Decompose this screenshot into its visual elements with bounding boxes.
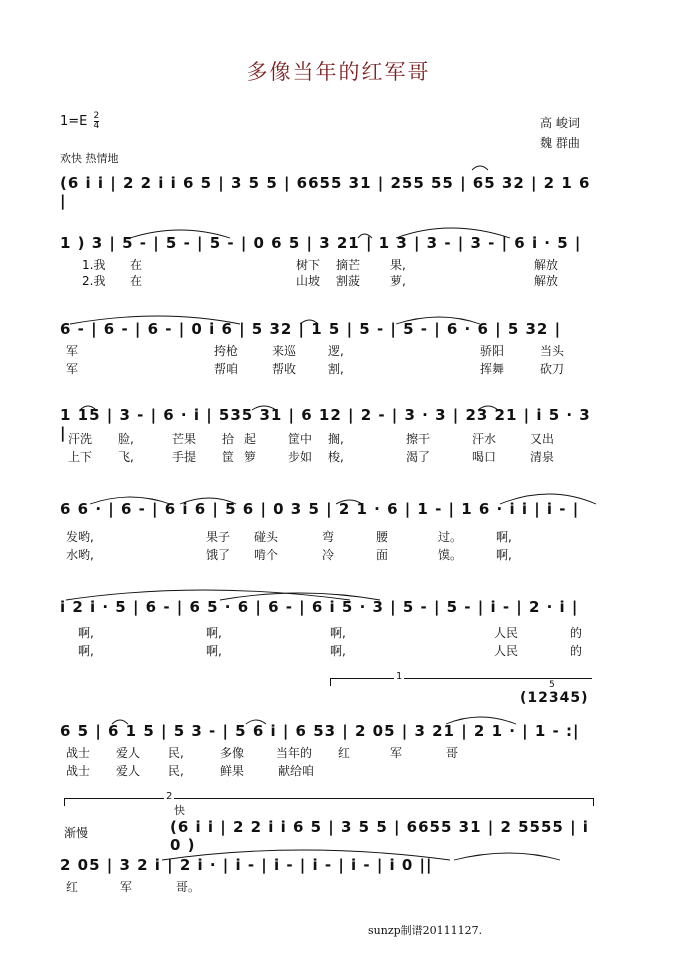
- lyric-syllable: 碰头: [254, 530, 279, 544]
- lyric-syllable: 战士: [66, 746, 91, 760]
- lyric-syllable: 腰: [376, 530, 389, 544]
- lyric-syllable: 骄阳: [480, 344, 505, 358]
- lyric-syllable: 的: [570, 644, 583, 658]
- lyric-syllable: 当头: [540, 344, 565, 358]
- lyric-syllable: 当年的: [276, 746, 313, 760]
- lyric-syllable: 树下: [296, 258, 321, 272]
- key-signature: [60, 112, 99, 131]
- lyric-syllable: 军: [66, 344, 79, 358]
- lyric-syllable: 在: [130, 258, 143, 272]
- slur: [472, 166, 488, 170]
- lyric-syllable: 啊,: [206, 644, 222, 658]
- lyric-syllable: 汗水: [472, 432, 497, 446]
- lyric-syllable: 步如: [288, 450, 313, 464]
- lyric-syllable: 人民: [494, 644, 519, 658]
- lyric-syllable: 的: [570, 626, 583, 640]
- lyric-syllable: 脸,: [118, 432, 134, 446]
- notation-row-9: [60, 854, 600, 884]
- lyric-syllable: 啊,: [206, 626, 222, 640]
- lyric-syllable: 馍。: [438, 548, 463, 562]
- lyric-syllable: 2.我: [82, 274, 106, 288]
- lyric-syllable: 山坡: [296, 274, 321, 288]
- lyric-syllable: 啊,: [78, 644, 94, 658]
- lyric-syllable: 面: [376, 548, 389, 562]
- lyric-syllable: 在: [130, 274, 143, 288]
- lyric-syllable: 手提: [172, 450, 197, 464]
- lyric-syllable: 红: [66, 880, 79, 894]
- lyric-syllable: 筐中: [288, 432, 313, 446]
- volta-1-bracket: [330, 678, 592, 679]
- lyric-syllable: 鲜果: [220, 764, 245, 778]
- lyric-syllable: 渴了: [406, 450, 431, 464]
- lyric-syllable: 萝,: [390, 274, 406, 288]
- notation-row-6: [60, 596, 600, 626]
- tempo-kuai: 快: [174, 804, 185, 817]
- notes-line: 1 ) 3 | 5 - | 5 - | 5 - | 0 6 5 | 3 21 | 1 3 | 3 - | 3 - | 6 i · 5 |: [60, 234, 582, 252]
- lyric-syllable: 啊,: [496, 530, 512, 544]
- notation-row-5: [60, 498, 600, 528]
- volta-1-tick: [330, 678, 331, 686]
- lyric-syllable: 战士: [66, 764, 91, 778]
- lyric-syllable: 人民: [494, 626, 519, 640]
- lyric-syllable: 啊,: [78, 626, 94, 640]
- lyric-syllable: 又出: [530, 432, 555, 446]
- lyricist-credit: 高 峻词: [540, 116, 580, 130]
- lyric-syllable: 哥: [446, 746, 459, 760]
- volta-1-number: 1: [396, 671, 403, 682]
- lyric-syllable: 啊,: [496, 548, 512, 562]
- notation-row-8: [170, 816, 594, 854]
- lyric-syllable: 汗洗: [68, 432, 93, 446]
- lyric-syllable: 搁,: [328, 432, 344, 446]
- lyric-syllable: 发哟,: [66, 530, 94, 544]
- lyric-syllable: 冷: [322, 548, 335, 562]
- lyric-syllable: 芒果: [172, 432, 197, 446]
- page-title: 多像当年的红军哥: [246, 60, 431, 84]
- composer-credit: 魏 群曲: [540, 136, 580, 150]
- lyric-syllable: 来巡: [272, 344, 297, 358]
- lyric-syllable: 起: [244, 432, 257, 446]
- coda-bracket: (12345): [520, 690, 589, 706]
- tempo-marking: 欢快 热情地: [60, 152, 119, 165]
- lyric-syllable: 红: [338, 746, 351, 760]
- lyric-syllable: 军: [66, 362, 79, 376]
- lyric-syllable: 解放: [534, 274, 559, 288]
- lyric-syllable: 啃个: [254, 548, 279, 562]
- lyric-syllable: 1.我: [82, 258, 106, 272]
- notation-row-7: [60, 720, 600, 750]
- notes-line: 6 6 · | 6 - | 6 i 6 | 5 6 | 0 3 5 | 2 1 · 6 | 1 - | 1 6 · i i | i - |: [60, 500, 580, 518]
- lyric-syllable: 果,: [390, 258, 406, 272]
- lyric-syllable: 啊,: [330, 644, 346, 658]
- lyric-syllable: 水哟,: [66, 548, 94, 562]
- lyric-syllable: 筐: [222, 450, 235, 464]
- lyric-syllable: 民,: [168, 764, 184, 778]
- volta-2-tick-end: [593, 798, 594, 806]
- lyric-syllable: 饿了: [206, 548, 231, 562]
- lyric-syllable: 军: [120, 880, 133, 894]
- notes-line: (6 i i | 2 2 i i 6 5 | 3 5 5 | 6655 31 | 2 5555 | i 0 ): [170, 818, 589, 854]
- notation-row-1: [60, 172, 600, 210]
- lyric-syllable: 飞,: [118, 450, 134, 464]
- volta-2-tick: [64, 798, 65, 806]
- lyric-syllable: 民,: [168, 746, 184, 760]
- time-numerator: 2: [93, 111, 100, 121]
- notes-line: (6 i i | 2 2 i i 6 5 | 3 5 5 | 6655 31 | 255 55 | 65 32 | 2 1 6 |: [60, 174, 591, 210]
- lyric-syllable: 过。: [438, 530, 463, 544]
- notes-line: 6 5 | 6 1 5 | 5 3 - | 5 6 i | 6 53 | 2 05 | 3 21 | 2 1 · | 1 - :|: [60, 722, 580, 740]
- lyric-syllable: 果子: [206, 530, 231, 544]
- lyric-syllable: 解放: [534, 258, 559, 272]
- notes-line: 1 15 | 3 - | 6 · i | 535 31 | 6 12 | 2 - | 3 · 3 | 23 21 | i 5 · 3 |: [60, 406, 591, 442]
- lyric-syllable: 上下: [68, 450, 93, 464]
- lyric-syllable: 摘芒: [336, 258, 361, 272]
- volta-2-bracket: [64, 798, 594, 799]
- lyric-syllable: 箩: [244, 450, 257, 464]
- lyric-syllable: 割,: [328, 362, 344, 376]
- lyric-syllable: 梭,: [328, 450, 344, 464]
- lyric-syllable: 爱人: [116, 746, 141, 760]
- lyric-syllable: 拾: [222, 432, 235, 446]
- tempo-jianman: 渐慢: [64, 826, 89, 840]
- time-denominator: 4: [93, 121, 100, 131]
- lyric-syllable: 献给咱: [278, 764, 315, 778]
- lyric-syllable: 爱人: [116, 764, 141, 778]
- notes-line: 6 - | 6 - | 6 - | 0 i 6 | 5 32 | 1 5 | 5 - | 5 - | 6 · 6 | 5 32 |: [60, 320, 562, 338]
- lyric-syllable: 多像: [220, 746, 245, 760]
- notes-line: 2 05 | 3 2 i | 2 i · | i - | i - | i - | i - | i 0 ||: [60, 856, 433, 874]
- lyric-syllable: 弯: [322, 530, 335, 544]
- lyric-syllable: 擦干: [406, 432, 431, 446]
- lyric-syllable: 哥。: [176, 880, 201, 894]
- lyric-syllable: 逻,: [328, 344, 344, 358]
- footer-credit: sunzp制谱20111127.: [368, 924, 483, 937]
- lyric-syllable: 挥舞: [480, 362, 505, 376]
- lyric-syllable: 帮咱: [214, 362, 239, 376]
- lyric-syllable: 挎枪: [214, 344, 239, 358]
- lyric-syllable: 军: [390, 746, 403, 760]
- coda-tuplet-number: 5: [549, 680, 555, 690]
- lyric-syllable: 砍刀: [540, 362, 565, 376]
- lyric-syllable: 割菠: [336, 274, 361, 288]
- lyric-syllable: 帮收: [272, 362, 297, 376]
- notes-line: i 2 i · 5 | 6 - | 6 5 · 6 | 6 - | 6 i 5 · 3 | 5 - | 5 - | i - | 2 · i |: [60, 598, 579, 616]
- lyric-syllable: 喝口: [472, 450, 497, 464]
- lyric-syllable: 清泉: [530, 450, 555, 464]
- volta-2-number: 2: [166, 791, 173, 802]
- key-label: 1=E: [60, 114, 88, 129]
- lyric-syllable: 啊,: [330, 626, 346, 640]
